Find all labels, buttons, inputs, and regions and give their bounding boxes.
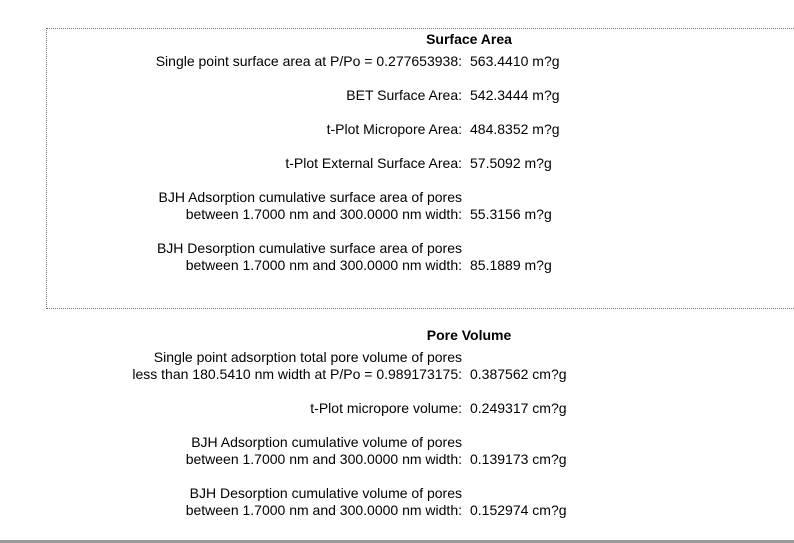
row-label: BET Surface Area: — [346, 87, 462, 103]
row-value: 85.1889 m?g — [470, 257, 552, 273]
surface-area-heading: Surface Area — [426, 31, 512, 47]
row-label: t-Plot micropore volume: — [310, 400, 462, 416]
row-value: 0.152974 cm?g — [470, 502, 567, 518]
row-label: BJH Adsorption cumulative surface area of pores between 1.7000 nm and 300.0000 nm width: — [158, 189, 462, 222]
row-value: 0.139173 cm?g — [470, 451, 567, 467]
row-value: 542.3444 m?g — [470, 87, 560, 103]
row-label: t-Plot Micropore Area: — [326, 121, 462, 137]
row-label: BJH Desorption cumulative volume of pores between 1.7000 nm and 300.0000 nm width: — [185, 485, 462, 518]
row-value: 57.5092 m?g — [470, 155, 552, 171]
row-value: 484.8352 m?g — [470, 121, 560, 137]
row-value: 563.4410 m?g — [470, 53, 560, 69]
row-value: 55.3156 m?g — [470, 206, 552, 222]
row-label: Single point adsorption total pore volume of pores less than 180.5410 nm width at P/Po = 0.989173175: — [132, 349, 462, 382]
row-value: 0.249317 cm?g — [470, 400, 567, 416]
row-label: t-Plot External Surface Area: — [285, 155, 462, 171]
row-value: 0.387562 cm?g — [470, 366, 567, 382]
pore-volume-heading: Pore Volume — [426, 327, 512, 343]
row-label: BJH Adsorption cumulative volume of pores between 1.7000 nm and 300.0000 nm width: — [185, 434, 462, 467]
row-label: Single point surface area at P/Po = 0.277653938: — [155, 53, 462, 69]
row-label: BJH Desorption cumulative surface area of pores between 1.7000 nm and 300.0000 nm width: — [156, 240, 462, 273]
